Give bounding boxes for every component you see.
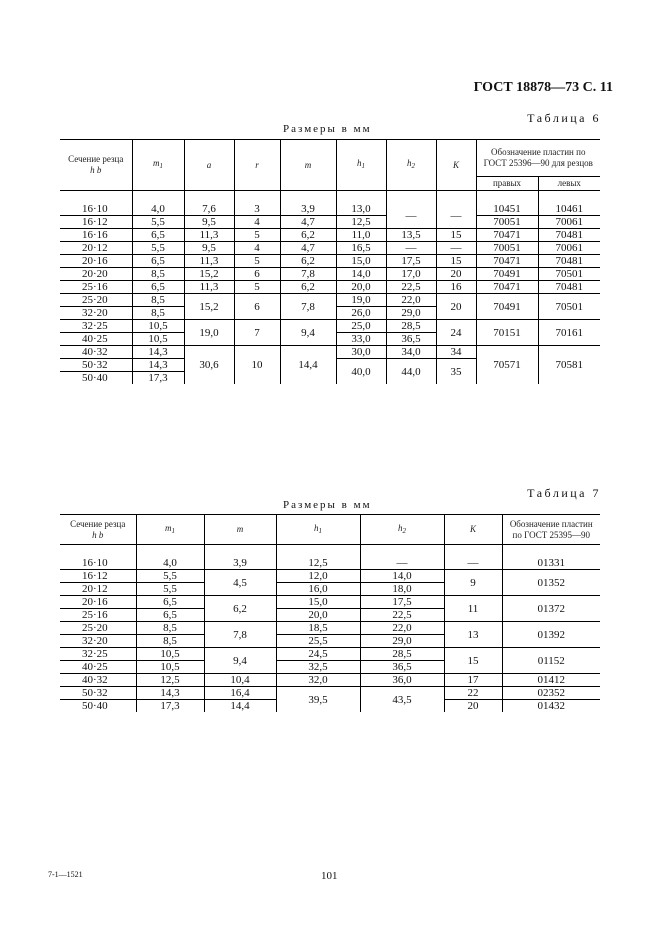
cell-m: 9,4 [280,320,336,346]
cell-h2: — [360,557,444,570]
table6-row [60,346,600,359]
cell-m: 16,4 [204,687,276,700]
cell-section: 25·16 [60,281,132,294]
cell-h1: 15,0 [276,596,360,609]
cell-section: 32·20 [60,635,136,648]
table7-row [60,557,600,570]
cell-h1: 20,0 [276,609,360,622]
table7 [60,514,600,712]
header-section-label: Сечение резца [70,518,126,529]
cell-h2: 17,5 [386,255,436,268]
cell-a: 7,6 [184,203,234,216]
cell-right: 70471 [476,281,538,294]
cell-designation: 01392 [502,622,600,648]
cell-h2: 28,5 [386,320,436,333]
table6 [60,139,600,384]
cell-m1: 4,0 [132,203,184,216]
cell-m: 6,2 [204,596,276,622]
header-designation: Обозначение пластин по ГОСТ 25396—90 для резцов [476,140,600,177]
header-section [60,140,132,191]
cell-section: 50·40 [82,700,108,712]
cell-m1: 4,0 [136,557,204,570]
cell-h2: 36,5 [386,333,436,346]
cell-k: 24 [436,320,476,346]
header-r: r [234,140,280,191]
header-section-sub: h b [90,165,102,175]
cell-m: 4,5 [204,570,276,596]
cell-designation: 01152 [502,648,600,674]
cell-m: 3,9 [204,557,276,570]
cell-right: 70051 [476,242,538,255]
header-h2-sub: 2 [411,162,415,170]
cell-h2: 14,0 [360,570,444,583]
cell-designation: 01432 [502,700,600,713]
cell-section: 20·20 [60,268,132,281]
cell-k: 17 [444,674,502,687]
cell-r: 5 [234,255,280,268]
cell-k: 35 [436,359,476,385]
header-m1 [132,140,184,191]
header-h1 [336,140,386,191]
cell-section: 40·32 [60,674,136,687]
cell-right: 70051 [476,216,538,229]
cell-k: — [444,557,502,570]
cell-r: 5 [234,229,280,242]
cell-left: 70481 [538,255,600,268]
header-m1 [136,515,204,545]
cell-m: 4,7 [280,242,336,255]
table6-row [60,268,600,281]
cell-section: 25·16 [60,609,136,622]
table6-caption: Таблица 6 [527,111,601,125]
cell-m: 4,7 [280,216,336,229]
cell-left: 70481 [538,229,600,242]
cell-h1: 19,0 [336,294,386,307]
cell-m1: 5,5 [136,583,204,596]
cell-h1: 16,5 [336,242,386,255]
cell-r: 6 [234,268,280,281]
cell-h1: 13,0 [336,203,386,216]
header-section-label: Сечение резца [68,154,124,164]
cell-left: 10461 [538,203,600,216]
cell-m: 3,9 [280,203,336,216]
cell-h1: 24,5 [276,648,360,661]
cell-k: 34 [436,346,476,359]
cell-m: 7,8 [204,622,276,648]
cell-section: 20·16 [60,255,132,268]
header-section-sub: h b [92,529,104,540]
cell-m: 10,4 [204,674,276,687]
cell-m1: 6,5 [132,255,184,268]
table6-row [60,229,600,242]
header-k: K [444,515,502,545]
cell-m1: 10,5 [136,648,204,661]
cell-m: 6,2 [280,255,336,268]
cell-section: 16·10 [60,557,136,570]
cell-section: 50·40 [82,372,108,384]
header-h1-sub: 1 [318,526,322,535]
cell-h1: 12,5 [336,216,386,229]
cell-m1: 10,5 [136,661,204,674]
cell-h1: 25,0 [336,320,386,333]
cell-m: 7,8 [280,294,336,320]
cell-a: 15,2 [184,268,234,281]
cell-m1: 8,5 [136,635,204,648]
cell-k: 15 [444,648,502,674]
cell-h2: 36,0 [360,674,444,687]
cell-k: 13 [444,622,502,648]
cell-h2: 22,5 [386,281,436,294]
table6-row [60,255,600,268]
cell-h2: — [386,242,436,255]
cell-left: 70581 [538,346,600,385]
cell-section: 20·16 [60,596,136,609]
cell-h1: 14,0 [336,268,386,281]
cell-section: 32·25 [60,320,132,333]
table6-row [60,242,600,255]
cell-right: 70471 [476,255,538,268]
cell-k: 20 [444,700,502,713]
table6-units: Размеры в мм [283,123,372,135]
cell-designation: 02352 [502,687,600,700]
cell-k: 15 [436,229,476,242]
cell-r: 4 [234,216,280,229]
cell-h2: 36,5 [360,661,444,674]
cell-a: 11,3 [184,255,234,268]
cell-h2: 29,0 [360,635,444,648]
cell-h2: 18,0 [360,583,444,596]
cell-r: 10 [234,346,280,385]
cell-a: 15,2 [184,294,234,320]
table7-caption: Таблица 7 [527,486,601,500]
cell-designation: 01331 [502,557,600,570]
cell-k: — [436,203,476,229]
header-h2-label: h [398,522,403,533]
cell-h1: 32,0 [276,674,360,687]
document-reference: ГОСТ 18878—73 С. 11 [473,80,613,95]
cell-section: 32·25 [60,648,136,661]
cell-h2: 22,5 [360,609,444,622]
table6-row [60,320,600,333]
cell-section: 16·12 [60,570,136,583]
cell-h1: 39,5 [276,687,360,713]
cell-right: 70471 [476,229,538,242]
cell-m1: 14,3 [132,346,184,359]
cell-section: 25·20 [60,294,132,307]
header-m: m [280,140,336,191]
cell-m1: 10,5 [132,333,184,346]
print-code: 7-1—1521 [48,870,83,879]
cell-h2: 17,5 [360,596,444,609]
cell-h1: 16,0 [276,583,360,596]
table7-row [60,674,600,687]
cell-k: 16 [436,281,476,294]
header-m1-sub: 1 [159,162,163,170]
cell-r: 5 [234,281,280,294]
cell-designation: 01412 [502,674,600,687]
page-number: 101 [321,870,338,882]
cell-m1: 6,5 [132,281,184,294]
cell-k: 11 [444,596,502,622]
cell-h2: 13,5 [386,229,436,242]
cell-section: 25·20 [60,622,136,635]
cell-m1: 8,5 [132,294,184,307]
header-m1-label: m [165,522,172,533]
cell-right: 70491 [476,294,538,320]
cell-m1: 8,5 [132,307,184,320]
cell-section: 40·32 [60,346,132,359]
cell-k: — [436,242,476,255]
table6-row [60,294,600,307]
cell-h1: 12,0 [276,570,360,583]
cell-left: 70161 [538,320,600,346]
cell-a: 19,0 [184,320,234,346]
table7-units: Размеры в мм [283,499,372,511]
cell-k: 9 [444,570,502,596]
cell-section: 40·25 [60,333,132,346]
cell-designation: 01352 [502,570,600,596]
cell-h2: 29,0 [386,307,436,320]
cell-m1: 6,5 [136,596,204,609]
header-section [60,515,136,545]
cell-r: 3 [234,203,280,216]
cell-m1: 10,5 [132,320,184,333]
cell-r: 6 [234,294,280,320]
cell-section: 16·10 [60,203,132,216]
cell-h1: 25,5 [276,635,360,648]
cell-h1: 15,0 [336,255,386,268]
header-h1-label: h [357,158,362,168]
header-h2 [360,515,444,545]
cell-h1: 12,5 [276,557,360,570]
cell-left: 70061 [538,242,600,255]
header-h1-sub: 1 [361,162,365,170]
cell-section: 20·12 [60,583,136,596]
cell-h1: 11,0 [336,229,386,242]
cell-a: 9,5 [184,242,234,255]
cell-m1: 14,3 [132,359,184,372]
cell-h2: 17,0 [386,268,436,281]
cell-h2: 22,0 [386,294,436,307]
cell-designation: 01372 [502,596,600,622]
cell-k: 22 [444,687,502,700]
table6-row [60,203,600,216]
header-h1-label: h [314,522,319,533]
cell-left: 70061 [538,216,600,229]
cell-h1: 33,0 [336,333,386,346]
header-h2-label: h [407,158,412,168]
cell-left: 70481 [538,281,600,294]
cell-right: 70151 [476,320,538,346]
cell-m1: 8,5 [136,622,204,635]
cell-m1: 5,5 [132,242,184,255]
table6-row [60,281,600,294]
cell-h1: 18,5 [276,622,360,635]
cell-section: 50·32 [60,687,136,700]
cell-r: 7 [234,320,280,346]
cell-m: 7,8 [280,268,336,281]
cell-h1: 30,0 [336,346,386,359]
table7-row [60,570,600,583]
cell-m: 14,4 [204,700,276,713]
table7-row [60,596,600,609]
header-k: K [436,140,476,191]
header-h1 [276,515,360,545]
header-h2-sub: 2 [402,526,406,535]
header-m1-label: m [153,158,160,168]
table7-row [60,622,600,635]
cell-m1: 5,5 [132,216,184,229]
cell-a: 11,3 [184,281,234,294]
cell-m1: 14,3 [136,687,204,700]
cell-h2: 34,0 [386,346,436,359]
header-designation: Обозначение пластин по ГОСТ 25395—90 [502,515,600,545]
cell-m1: 5,5 [136,570,204,583]
cell-h1: 20,0 [336,281,386,294]
cell-h1: 32,5 [276,661,360,674]
cell-m1: 17,3 [132,372,184,385]
cell-section: 16·16 [60,229,132,242]
cell-h2: 44,0 [386,359,436,385]
header-h2 [386,140,436,191]
cell-a: 11,3 [184,229,234,242]
cell-h2: 28,5 [360,648,444,661]
cell-h2: — [386,203,436,229]
cell-section: 32·20 [60,307,132,320]
cell-m1: 12,5 [136,674,204,687]
cell-a: 30,6 [184,346,234,385]
cell-m1: 6,5 [132,229,184,242]
header-right: правых [476,177,538,191]
cell-m: 6,2 [280,229,336,242]
cell-h2: 22,0 [360,622,444,635]
cell-right: 10451 [476,203,538,216]
cell-section: 50·32 [60,359,132,372]
cell-h1: 26,0 [336,307,386,320]
header-left: левых [538,177,600,191]
cell-m1: 17,3 [136,700,204,713]
cell-m1: 6,5 [136,609,204,622]
cell-m: 14,4 [280,346,336,385]
cell-h2: 43,5 [360,687,444,713]
cell-right: 70571 [476,346,538,385]
header-m1-sub: 1 [171,526,175,535]
cell-k: 20 [436,294,476,320]
cell-r: 4 [234,242,280,255]
table7-row [60,687,600,700]
header-a: a [184,140,234,191]
cell-left: 70501 [538,268,600,281]
cell-a: 9,5 [184,216,234,229]
cell-m: 9,4 [204,648,276,674]
header-m: m [204,515,276,545]
table6-row [60,216,600,229]
cell-right: 70491 [476,268,538,281]
cell-section: 20·12 [60,242,132,255]
cell-m1: 8,5 [132,268,184,281]
cell-k: 15 [436,255,476,268]
cell-k: 20 [436,268,476,281]
cell-left: 70501 [538,294,600,320]
cell-m: 6,2 [280,281,336,294]
cell-h1: 40,0 [336,359,386,385]
cell-section: 16·12 [60,216,132,229]
cell-section: 40·25 [60,661,136,674]
table7-row [60,648,600,661]
